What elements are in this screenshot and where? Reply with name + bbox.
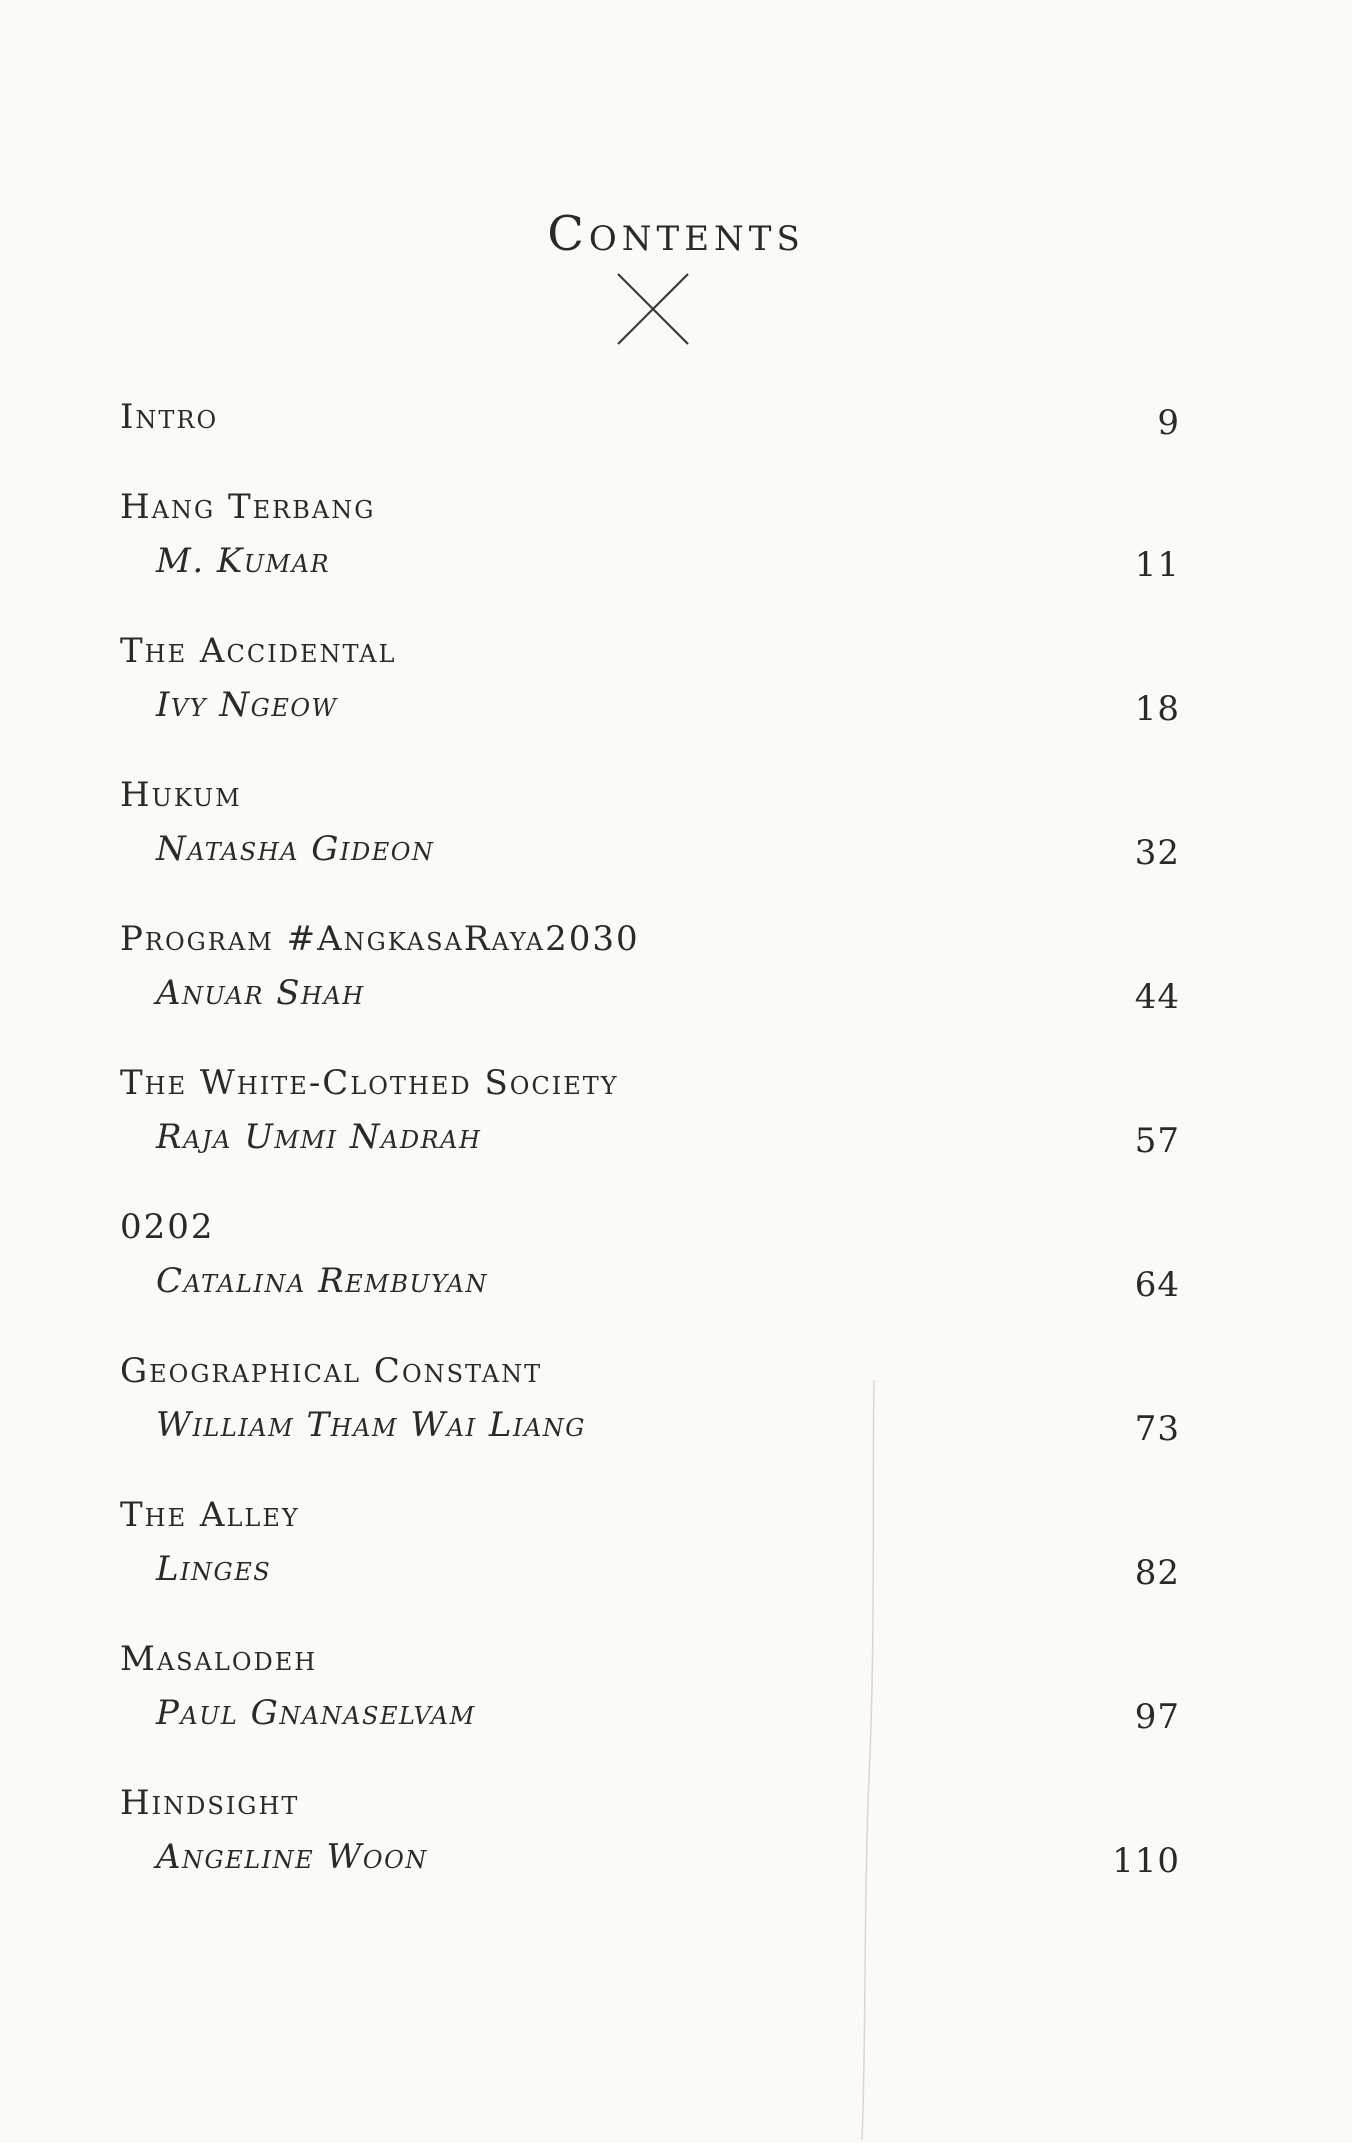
- page-number: 110: [1112, 1841, 1180, 1881]
- page-number: 11: [1134, 545, 1180, 585]
- chapter-title: Masalodeh: [120, 1639, 318, 1679]
- chapter-author: Angeline Woon: [156, 1837, 428, 1877]
- chapter-author: Ivy Ngeow: [156, 685, 338, 725]
- toc-entry[interactable]: [120, 1349, 1180, 1493]
- page-number: 18: [1134, 689, 1180, 729]
- chapter-title: The White-Clothed Society: [120, 1063, 619, 1103]
- toc-entry[interactable]: [120, 1061, 1180, 1205]
- chapter-title: Hindsight: [120, 1783, 300, 1823]
- toc-entry[interactable]: [120, 773, 1180, 917]
- page-number: 9: [1157, 403, 1180, 443]
- toc-entry[interactable]: [120, 1637, 1180, 1781]
- chapter-title: Hang Terbang: [120, 487, 376, 527]
- toc-entry[interactable]: [120, 629, 1180, 773]
- chapter-title: Intro: [120, 397, 219, 437]
- page-number: 64: [1134, 1265, 1180, 1305]
- chapter-author: Anuar Shah: [156, 973, 365, 1013]
- chapter-title: Geographical Constant: [120, 1351, 543, 1391]
- chapter-author: Raja Ummi Nadrah: [156, 1117, 482, 1157]
- cross-ornament-icon: [614, 270, 692, 348]
- page-title: Contents: [547, 206, 805, 262]
- chapter-author: M. Kumar: [156, 541, 331, 581]
- toc-entry[interactable]: [120, 395, 1180, 485]
- page-number: 73: [1134, 1409, 1180, 1449]
- page-number: 57: [1134, 1121, 1180, 1161]
- toc-entry[interactable]: [120, 1205, 1180, 1349]
- chapter-title: The Alley: [120, 1495, 300, 1535]
- chapter-author: Paul Gnanaselvam: [156, 1693, 476, 1733]
- toc-entry[interactable]: [120, 917, 1180, 1061]
- chapter-author: Catalina Rembuyan: [156, 1261, 488, 1301]
- toc-entry[interactable]: [120, 485, 1180, 629]
- chapter-title: Program #AngkasaRaya2030: [120, 919, 640, 959]
- page-number: 32: [1134, 833, 1180, 873]
- page-number: 97: [1134, 1697, 1180, 1737]
- chapter-title: The Accidental: [120, 631, 397, 671]
- toc-entry[interactable]: [120, 1781, 1180, 1925]
- chapter-author: Linges: [156, 1549, 272, 1589]
- chapter-author: Natasha Gideon: [156, 829, 435, 869]
- page-number: 44: [1134, 977, 1180, 1017]
- chapter-author: William Tham Wai Liang: [156, 1405, 586, 1445]
- toc-entry[interactable]: [120, 1493, 1180, 1637]
- chapter-title: 0202: [120, 1207, 215, 1247]
- chapter-title: Hukum: [120, 775, 242, 815]
- table-of-contents: [120, 395, 1180, 1925]
- page-number: 82: [1134, 1553, 1180, 1593]
